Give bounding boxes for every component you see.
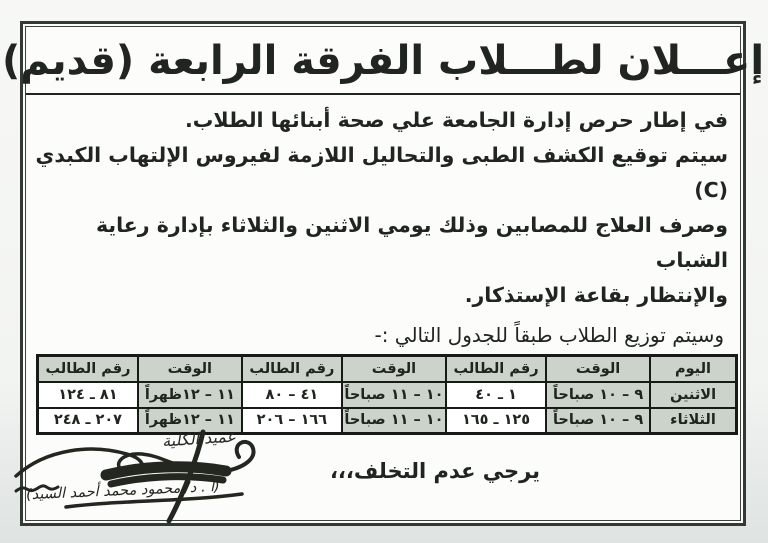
student-number-cell: ١٢٥ ـ ١٦٥	[446, 408, 546, 434]
body-line-3: وصرف العلاج للمصابين وذلك يومي الاثنين والثلاثاء بإدارة رعاية الشباب	[95, 213, 728, 272]
time-cell: ٩ – ١٠ صباحاً	[546, 382, 650, 408]
header-student-number-2: رقم الطالب	[242, 356, 342, 382]
document-inner-frame	[1, 26, 765, 521]
signature-name: (أ . د/ محمود محمد أحمد السيد)	[25, 478, 221, 504]
header-student-number-1: رقم الطالب	[446, 356, 546, 382]
document-frame	[1, 21, 765, 526]
page-title: إعـــلان لطـــلاب الفرقة الرابعة (قديم)	[26, 27, 740, 95]
table-header-row	[38, 356, 737, 382]
header-time-3: الوقت	[138, 356, 242, 382]
header-day: اليوم	[650, 356, 737, 382]
announcement-paragraph	[26, 95, 740, 313]
student-number-cell: ٨١ ـ ١٢٤	[38, 382, 138, 408]
day-cell: الثلاثاء	[650, 408, 737, 434]
time-cell: ١٠ – ١١ صباحاً	[342, 408, 446, 434]
body-line-1: في إطار حرص إدارة الجامعة علي صحة أبنائها الطلاب.	[184, 108, 728, 132]
body-line-4: والإنتظار بقاعة الإستذكار.	[464, 283, 728, 307]
student-number-cell: ١ ـ ٤٠	[446, 382, 546, 408]
header-student-number-3: رقم الطالب	[38, 356, 138, 382]
time-cell: ١١ – ١٢ظهراً	[138, 408, 242, 434]
time-cell: ٩ – ١٠ صباحاً	[546, 408, 650, 434]
header-time-1: الوقت	[546, 356, 650, 382]
table-intro-text: وسيتم توزيع الطلاب طبقاً للجدول التالي :-	[374, 323, 724, 347]
body-line-2: سيتم توقيع الكشف الطبى والتحاليل اللازمة لفيروس الإلتهاب الكبدي (C)	[35, 143, 728, 202]
day-cell: الاثنين	[650, 382, 737, 408]
time-cell: ١١ – ١٢ظهراً	[138, 382, 242, 408]
time-cell: ١٠ – ١١ صباحاً	[342, 382, 446, 408]
header-time-2: الوقت	[342, 356, 446, 382]
signature-role: عميد الكلية	[161, 426, 237, 451]
closing-note: يرجي عدم التخلف،،،	[329, 459, 541, 483]
student-number-cell: ١٦٦ – ٢٠٦	[242, 408, 342, 434]
student-number-cell: ٤١ – ٨٠	[242, 382, 342, 408]
table-row-monday	[38, 382, 737, 408]
signature-block	[10, 419, 312, 539]
student-number-cell: ٢٠٧ ـ ٢٤٨	[38, 408, 138, 434]
